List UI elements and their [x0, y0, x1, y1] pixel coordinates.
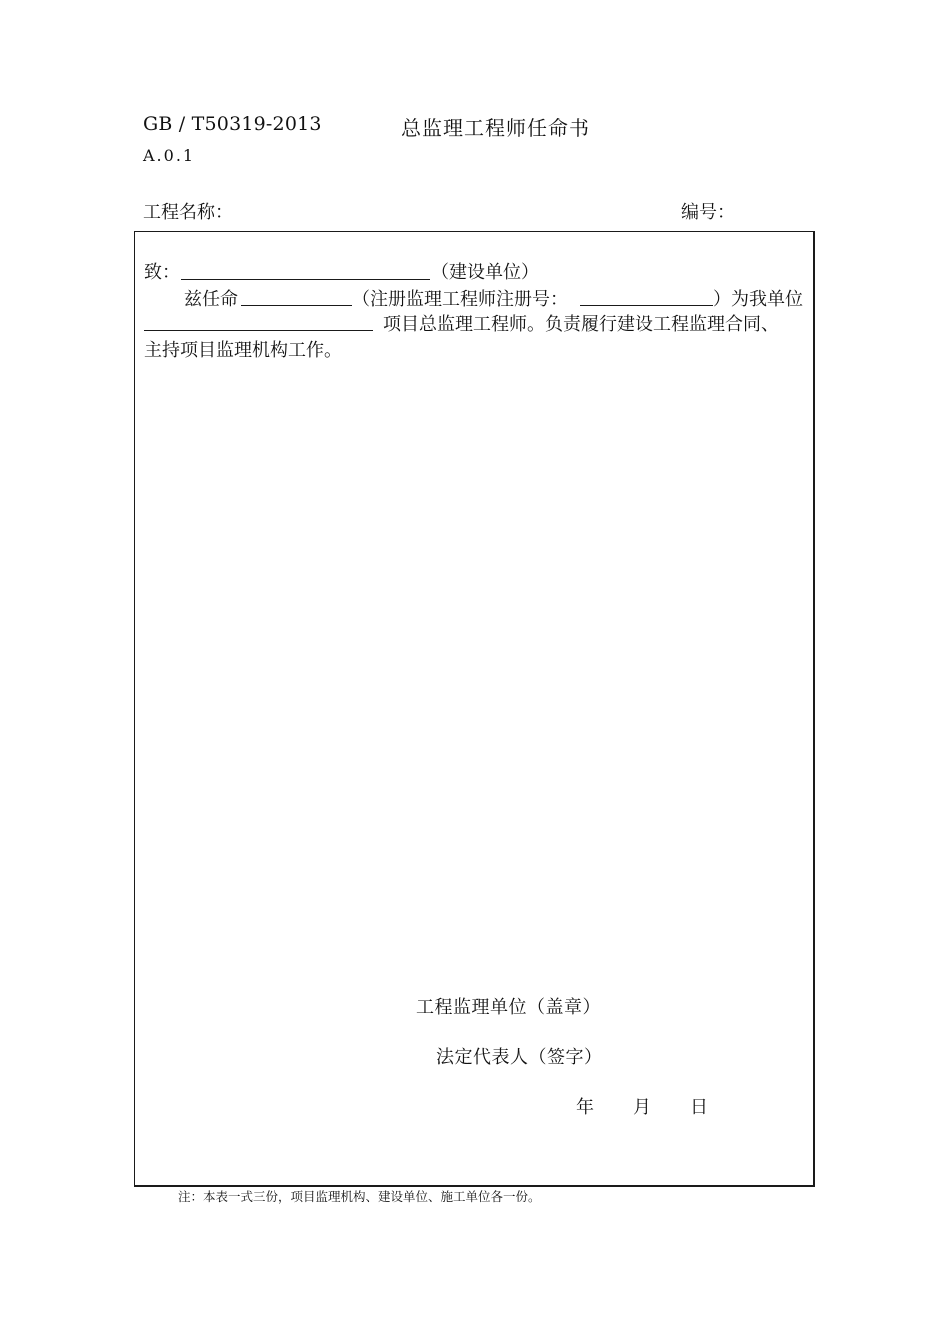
appointee-name-blank[interactable]	[241, 305, 352, 306]
legal-representative-signature-label: 法定代表人（签字）	[436, 1047, 603, 1068]
date-month-label: 月	[633, 1097, 652, 1118]
client-unit-blank[interactable]	[181, 279, 430, 280]
project-name-label: 工程名称：	[143, 202, 233, 223]
client-unit-suffix: （建设单位）	[431, 262, 539, 283]
project-name-blank[interactable]	[144, 330, 373, 331]
to-label: 致：	[144, 262, 180, 283]
supervision-unit-seal-label: 工程监理单位（盖章）	[416, 997, 601, 1018]
reg-no-blank[interactable]	[580, 305, 713, 306]
standard-code: GB / T50319-2013	[143, 113, 322, 135]
reg-no-prefix: （注册监理工程师注册号：	[352, 289, 568, 310]
footer-note: 注：本表一式三份，项目监理机构、建设单位、施工单位各一份。	[178, 1189, 541, 1204]
date-day-label: 日	[690, 1097, 709, 1118]
duty-text: 主持项目监理机构工作。	[144, 340, 342, 361]
appoint-prefix: 兹任命	[184, 289, 238, 310]
form-code: A.0.1	[143, 146, 196, 165]
reg-no-suffix: ）为我单位	[713, 289, 803, 310]
date-year-label: 年	[576, 1097, 595, 1118]
document-title: 总监理工程师任命书	[401, 116, 590, 140]
number-label: 编号：	[681, 202, 735, 223]
project-role-text: 项目总监理工程师。负责履行建设工程监理合同、	[383, 314, 779, 335]
